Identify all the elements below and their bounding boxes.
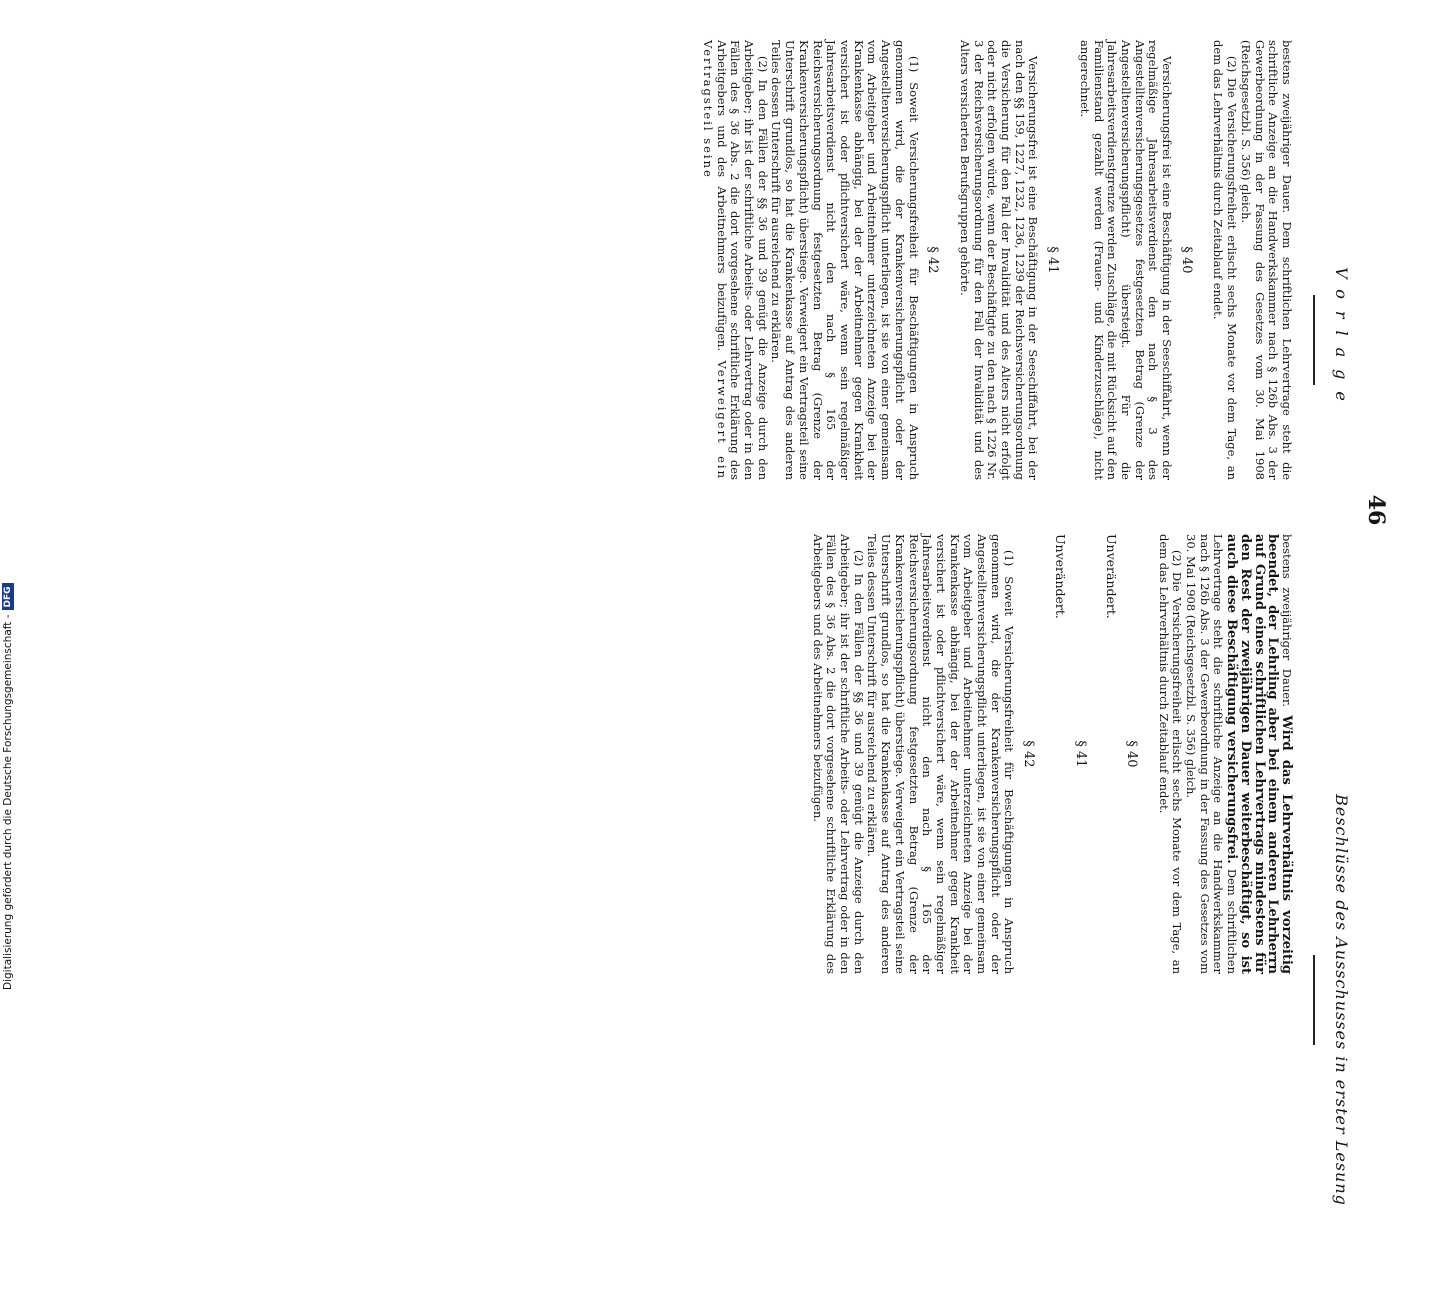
column-vorlage <box>700 40 1293 480</box>
paragraph <box>700 40 769 480</box>
paragraph <box>1183 534 1293 974</box>
paragraph: Versicherungsfrei ist eine Beschäftigung in der Seeschiffahrt, bei der nach den §§ 159, 1227, 1232, 1236, 1239 der Reichsversicherungsordnung die Versicherung für den Fall der Invalidität und des Alters nicht erfolgt oder nicht erfolgen würde, wenn der Beschäftigte zu den nach § 1226 Nr. 3 der Reichsversicherungsordnung für den Fall der Invalidität und des Alters versicherten Berufsgruppen gehörte. <box>957 40 1041 480</box>
column-beschluesse <box>810 534 1293 974</box>
credit-text: Digitalisierung gefördert durch die Deutsche Forschungsgemeinschaft - <box>2 614 14 990</box>
paragraph: (2) Die Versicherungsfreiheit erlischt sechs Monate vor dem Tage, an dem das Lehrverhältnis durch Zeitablauf endet. <box>1211 40 1240 480</box>
digitization-credit <box>2 583 14 990</box>
header-rule-left <box>1313 295 1315 385</box>
dfg-logo: DFG <box>2 583 14 610</box>
paragraph-text: bestens zweijähriger Dauer. <box>1280 534 1294 707</box>
section-heading: § 42 <box>1021 740 1037 768</box>
bold-amendment: Wird das Lehrverhältnis vorzeitig beendet, der Lehrling aber bei einem anderen Lehrherrn auf Grund eines schriftlichen Lehrvertrags mindestens für den Rest der zweijährigen Dauer weiterbeschäftigt, so ist auch diese Beschäftigung versicherungsfrei. <box>1224 534 1294 974</box>
section-heading: § 41 <box>1045 246 1061 274</box>
header-rule-right <box>1313 955 1315 1045</box>
document-page <box>105 40 1395 1206</box>
section-heading: § 42 <box>925 246 941 274</box>
paragraph: (1) Soweit Versicherungsfreiheit für Beschäftigungen in Anspruch genommen wird, die der Krankenversicherungspflicht oder der Angestelltenversicherungspflicht unterliegen, ist sie von einer gemeinsam vom Arbeitgeber und Arbeitnehmer unterzeichneten Anzeige bei der Krankenkasse abhängig, bei der der Arbeitnehmer gegen Krankheit versichert ist oder pflichtversichert wäre, wenn sein regelmäßiger Jahresarbeitsverdienst nicht den nach § 165 der Reichsversicherungsordnung festgesetzten Betrag (Grenze der Krankenversicherungspflicht) überstiege. Verweigert ein Vertragsteil seine Unterschrift grundlos, so hat die Krankenkasse auf Antrag des anderen Teiles dessen Unterschrift für ausreichend zu erklären. <box>865 534 1017 974</box>
spaced-text: Verweigert ein Vertragsteil seine <box>700 40 729 480</box>
section-heading: § 40 <box>1178 246 1194 274</box>
paragraph-text: (2) In den Fällen der §§ 36 und 39 genügt die Anzeige durch den Arbeitgeber; ihr ist der schriftliche Arbeits- oder Lehrvertrag oder in den Fällen des § 36 Abs. 2 die dort vorgesehene schriftliche Erklärung des Arbeitgebers und des Arbeitnehmers beizufügen. <box>714 40 770 480</box>
paragraph: (1) Soweit Versicherungsfreiheit für Beschäftigungen in Anspruch genommen wird, die der Krankenversicherungspflicht oder der Angestelltenversicherungspflicht unterliegen, ist sie von einer gemeinsam vom Arbeitgeber und Arbeitnehmer unterzeichneten Anzeige bei der Krankenkasse abhängig, bei der der Arbeitnehmer gegen Krankheit versichert ist oder pflichtversichert wäre, wenn sein regelmäßiger Jahresarbeitsverdienst nicht den nach § 165 der Reichsversicherungsordnung festgesetzten Betrag (Grenze der Krankenversicherungspflicht) überstiege. Verweigert ein Vertragsteil seine Unterschrift grundlos, so hat die Krankenkasse auf Antrag des anderen Teiles dessen Unterschrift für ausreichend zu erklären. <box>769 40 921 480</box>
page-number: 46 <box>1363 494 1389 526</box>
paragraph: bestens zweijähriger Dauer. Dem schriftlichen Lehrvertrage steht die schriftliche Anzeige an die Handwerkskammer nach § 126b Abs. 3 der Gewerbeordnung in der Fassung des Gesetzes vom 30. Mai 1908 (Reichsgesetzbl. S. 356) gleich. <box>1238 40 1294 480</box>
unchanged-note: Unverändert. <box>1052 534 1068 619</box>
paragraph-text: Dem schriftlichen Lehrvertrage steht die schriftliche Anzeige an die Handwerkskammer nach § 126b Abs. 3 der Gewerbeordnung in der Fassung des Gesetzes vom 30. Mai 1908 (Reichsgesetzbl. S. 356) gleich. <box>1184 534 1240 975</box>
paragraph: (2) In den Fällen der §§ 36 und 39 genügt die Anzeige durch den Arbeitgeber; ihr ist der schriftliche Arbeits- oder Lehrvertrag oder in den Fällen des § 36 Abs. 2 die dort vorgesehene schriftliche Erklärung des Arbeitgebers und des Arbeitnehmers beizufügen. <box>810 534 866 974</box>
section-heading: § 41 <box>1072 740 1088 768</box>
unchanged-note: Unverändert. <box>1104 534 1120 619</box>
section-heading: § 40 <box>1123 740 1139 768</box>
paragraph: Versicherungsfrei ist eine Beschäftigung in der Seeschiffahrt, wenn der regelmäßige Jahresarbeitsverdienst den nach § 3 des Angestelltenversicherungsgesetzes festgesetzten Betrag (Grenze der Angestelltenversicherungspflicht) übersteigt. Für die Jahresarbeitsverdienstgrenze werden Zuschläge, die mit Rücksicht auf den Familienstand gezahlt werden (Frauen- und Kinderzuschläge), nicht angerechnet. <box>1077 40 1175 480</box>
header-right: Beschlüsse des Ausschusses in erster Lesung <box>1332 794 1351 1206</box>
header-left: Vorlage <box>1332 267 1351 413</box>
paragraph: (2) Die Versicherungsfreiheit erlischt sechs Monate vor dem Tage, an dem das Lehrverhältnis durch Zeitablauf endet. <box>1156 534 1185 974</box>
